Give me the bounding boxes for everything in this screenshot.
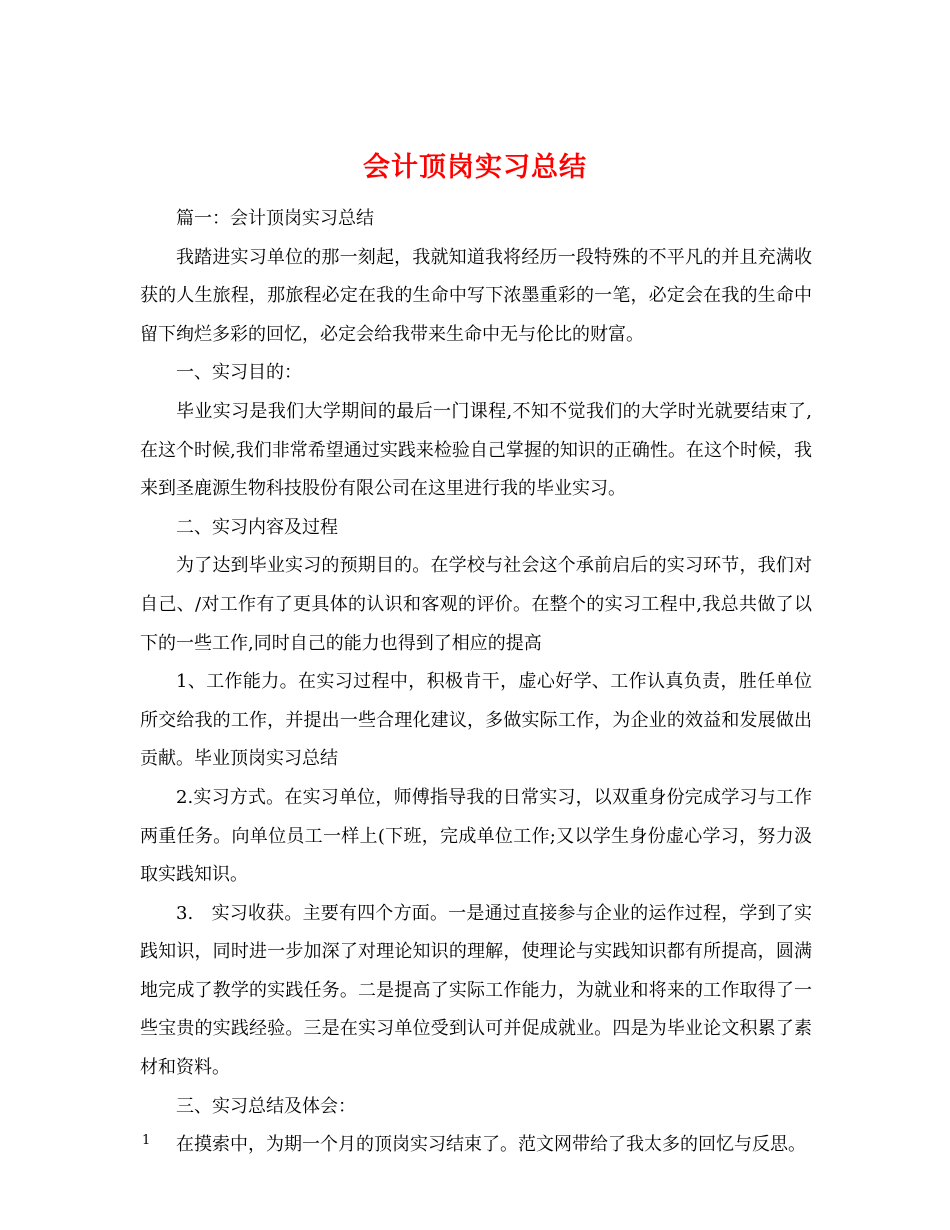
- paragraph-summary: 在摸索中，为期一个月的顶岗实习结束了。范文网带给了我太多的回忆与反思。: [176, 1134, 806, 1156]
- document-body: [140, 200, 812, 1165]
- paragraph-work-ability: 1、工作能力。在实习过程中，积极肯干，虚心好学、工作认真负责，胜任单位所交给我的工作，并提出一些合理化建议，多做实际工作，为企业的效益和发展做出贡献。毕业顶岗实习总结: [140, 671, 812, 770]
- document-title: 会计顶岗实习总结: [363, 152, 587, 184]
- paragraph-heading-part-one: 篇一：会计顶岗实习总结: [176, 208, 374, 229]
- page-number: 1: [142, 1133, 151, 1148]
- paragraph-content: 为了达到毕业实习的预期目的。在学校与社会这个承前启后的实习环节，我们对自己、/对工作有了更具体的认识和客观的评价。在整个的实习工程中,我总共做了以下的一些工作,同时自己的能力也得到了相应的提高: [140, 555, 812, 654]
- section-heading-purpose: 一、实习目的：: [176, 362, 302, 384]
- section-heading-content: 二、实习内容及过程: [176, 516, 338, 538]
- paragraph-internship-gains: 3. 实习收获。主要有四个方面。一是通过直接参与企业的运作过程，学到了实践知识，同时进一步加深了对理论知识的理解，使理论与实践知识都有所提高，圆满地完成了教学的实践任务。二是提高了实际工作能力，为就业和将来的工作取得了一些宝贵的实践经验。三是在实习单位受到认可并促成就业。四是为毕业论文积累了素材和资料。: [140, 902, 812, 1079]
- paragraph-purpose: 毕业实习是我们大学期间的最后一门课程,不知不觉我们的大学时光就要结束了,在这个时候,我们非常希望通过实践来检验自己掌握的知识的正确性。在这个时候，我来到圣鹿源生物科技股份有限公司在这里进行我的毕业实习。: [140, 400, 812, 500]
- paragraph-intro: 我踏进实习单位的那一刻起，我就知道我将经历一段特殊的不平凡的并且充满收获的人生旅程，那旅程必定在我的生命中写下浓墨重彩的一笔，必定会在我的生命中留下绚烂多彩的回忆，必定会给我带来生命中无与伦比的财富。: [140, 246, 812, 345]
- section-heading-summary: 三、实习总结及体会：: [176, 1095, 356, 1117]
- paragraph-internship-method: 2.实习方式。在实习单位，师傅指导我的日常实习，以双重身份完成学习与工作两重任务。向单位员工一样上(下班，完成单位工作;又以学生身份虚心学习，努力汲取实践知识。: [140, 786, 812, 886]
